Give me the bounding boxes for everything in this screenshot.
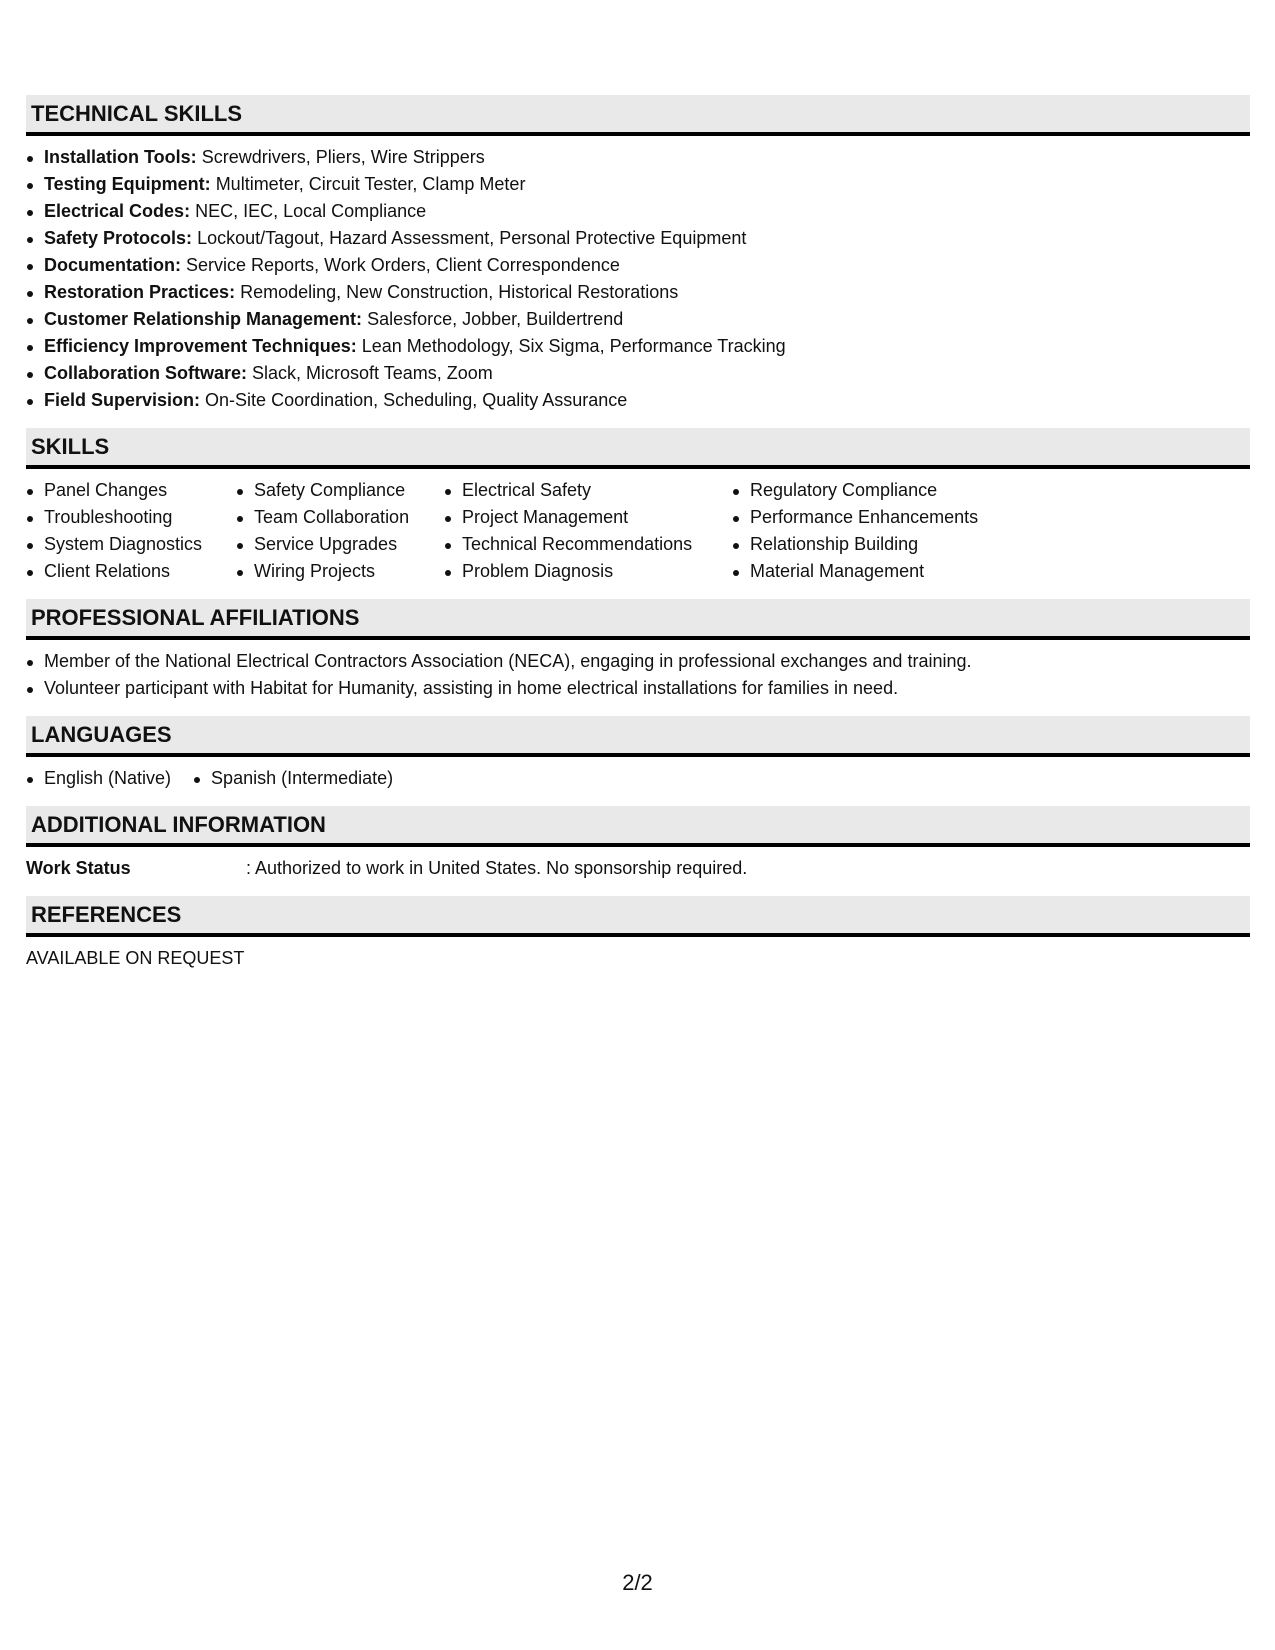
list-item [26,333,1250,360]
work-status-label: Work Status [26,858,131,878]
list-item [26,306,1250,333]
list-item [26,387,1250,414]
skills-column [236,477,444,585]
technical-skills-section [26,95,1250,414]
list-item: Spanish (Intermediate) [193,765,393,792]
resume-page [26,95,1250,986]
skill-detail: Salesforce, Jobber, Buildertrend [367,309,624,329]
skill-category: Electrical Codes: [44,201,191,221]
skill-category: Customer Relationship Management: [44,309,363,329]
list-item: Troubleshooting [26,504,236,531]
list-item: Material Management [732,558,1032,585]
list-item [26,279,1250,306]
skills-column [444,477,732,585]
list-item: Problem Diagnosis [444,558,732,585]
skill-detail: Slack, Microsoft Teams, Zoom [252,363,493,383]
list-item [26,252,1250,279]
skills-grid [26,477,1250,585]
list-item: English (Native) [26,765,171,792]
list-item [26,198,1250,225]
affiliations-list [26,648,1250,702]
list-item [26,360,1250,387]
skill-detail: Multimeter, Circuit Tester, Clamp Meter [215,174,526,194]
section-header-references: REFERENCES [26,896,1250,937]
section-header-languages: LANGUAGES [26,716,1250,757]
list-item [26,144,1250,171]
section-header-additional-information: ADDITIONAL INFORMATION [26,806,1250,847]
affiliations-section [26,599,1250,702]
list-item: Volunteer participant with Habitat for Humanity, assisting in home electrical installations for families in need. [26,675,1250,702]
languages-section [26,716,1250,792]
skill-category: Installation Tools: [44,147,197,167]
languages-list [26,765,1250,792]
references-text: AVAILABLE ON REQUEST [26,948,245,968]
section-header-technical-skills: TECHNICAL SKILLS [26,95,1250,136]
list-item: Safety Compliance [236,477,444,504]
list-item: Relationship Building [732,531,1032,558]
list-item [26,225,1250,252]
list-item: Performance Enhancements [732,504,1032,531]
section-header-affiliations: PROFESSIONAL AFFILIATIONS [26,599,1250,640]
skill-detail: NEC, IEC, Local Compliance [195,201,427,221]
skill-detail: Screwdrivers, Pliers, Wire Strippers [201,147,485,167]
skill-category: Safety Protocols: [44,228,193,248]
additional-information-section [26,806,1250,882]
references-section [26,896,1250,972]
skill-detail: Lockout/Tagout, Hazard Assessment, Personal Protective Equipment [197,228,747,248]
skill-category: Collaboration Software: [44,363,248,383]
list-item: Member of the National Electrical Contractors Association (NECA), engaging in professional exchanges and training. [26,648,1250,675]
skill-detail: Lean Methodology, Six Sigma, Performance Tracking [361,336,786,356]
list-item: Client Relations [26,558,236,585]
list-item: System Diagnostics [26,531,236,558]
list-item: Team Collaboration [236,504,444,531]
skill-category: Documentation: [44,255,181,275]
skill-detail: Service Reports, Work Orders, Client Correspondence [186,255,620,275]
page-number: 2/2 [622,1570,653,1595]
skills-column [26,477,236,585]
skill-detail: On-Site Coordination, Scheduling, Quality Assurance [205,390,628,410]
list-item: Panel Changes [26,477,236,504]
skill-detail: Remodeling, New Construction, Historical Restorations [240,282,679,302]
list-item: Technical Recommendations [444,531,732,558]
list-item: Service Upgrades [236,531,444,558]
technical-skills-list [26,144,1250,414]
skill-category: Testing Equipment: [44,174,211,194]
work-status-row [26,855,1250,882]
list-item: Project Management [444,504,732,531]
skills-column [732,477,1032,585]
skill-category: Efficiency Improvement Techniques: [44,336,357,356]
list-item: Regulatory Compliance [732,477,1032,504]
section-header-skills: SKILLS [26,428,1250,469]
work-status-value: : Authorized to work in United States. No sponsorship required. [246,858,748,878]
skill-category: Restoration Practices: [44,282,236,302]
list-item [26,171,1250,198]
list-item: Electrical Safety [444,477,732,504]
list-item: Wiring Projects [236,558,444,585]
skills-section [26,428,1250,585]
skill-category: Field Supervision: [44,390,201,410]
